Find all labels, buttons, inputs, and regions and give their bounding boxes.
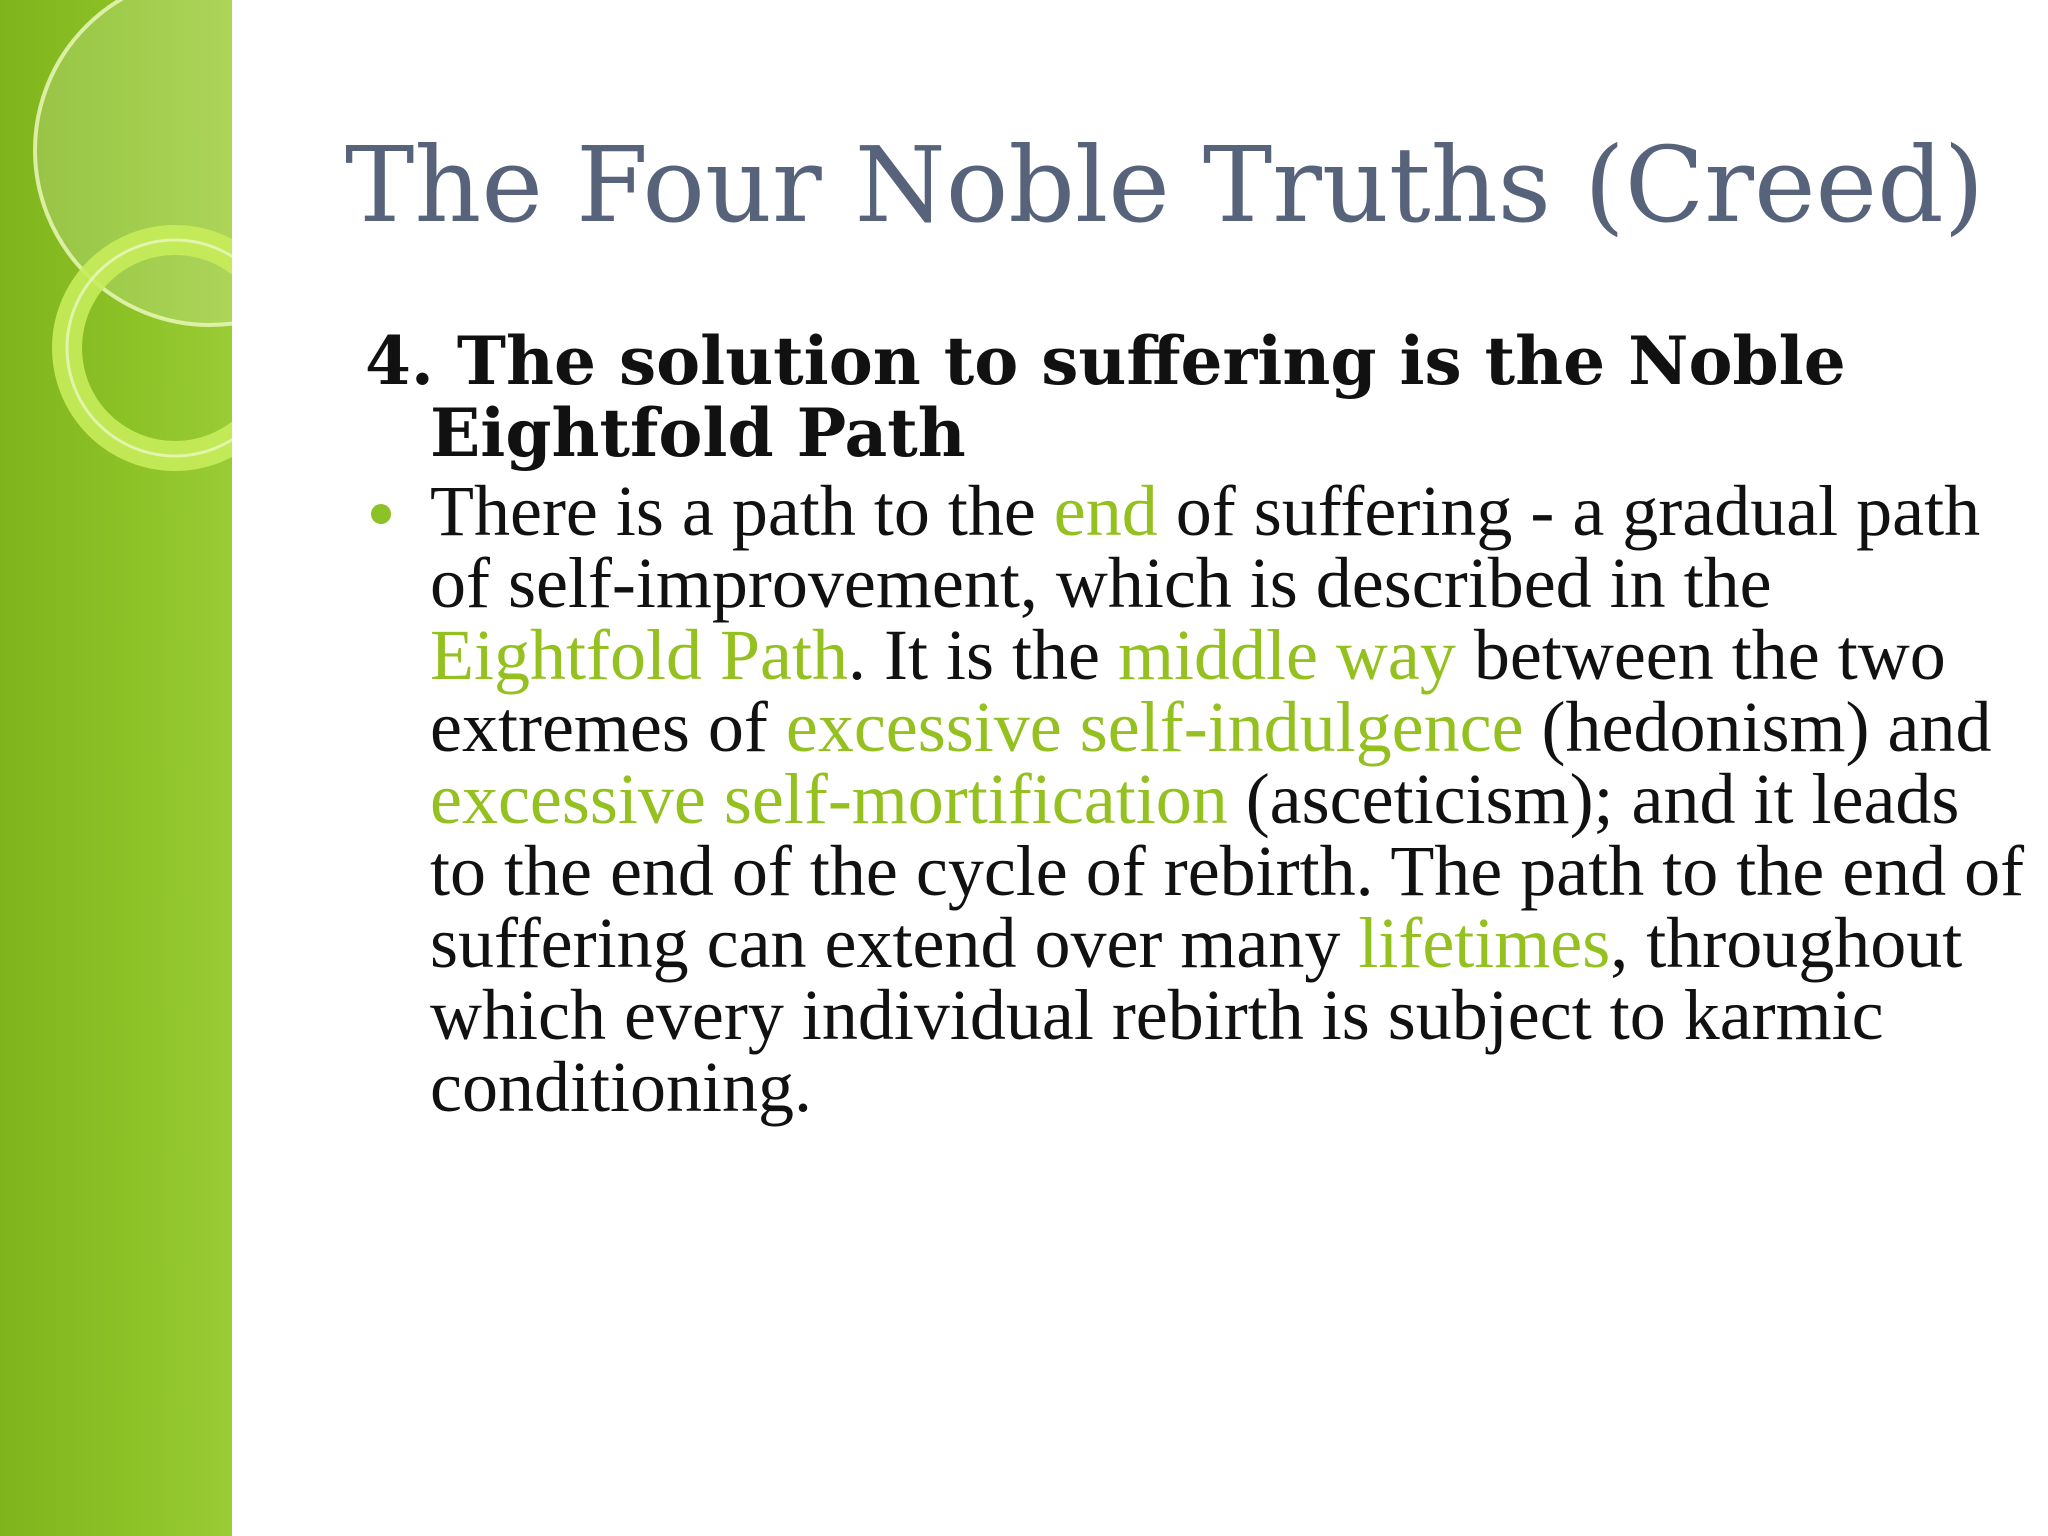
highlight-term: Eightfold Path: [430, 615, 848, 695]
point-heading: 4. The solution to suffering is the Noble Eightfold Path: [365, 322, 1846, 472]
para-segment: . It is the: [847, 615, 1118, 695]
highlight-term: middle way: [1117, 615, 1456, 695]
para-segment: There is a path to the: [430, 471, 1054, 551]
highlight-term: excessive self-indulgence: [785, 687, 1524, 767]
slide-content: [365, 322, 2025, 1127]
bullet-dot-icon: [371, 504, 391, 524]
para-segment: , throughout which every individual rebirth is subject to karmic conditioning.: [430, 903, 1963, 1127]
para-segment: of suffering - a gradual path of self-improvement, which is described in the: [430, 471, 1981, 623]
highlight-term: lifetimes: [1358, 903, 1611, 983]
highlight-term: excessive self-mortification: [430, 759, 1228, 839]
para-segment: between the two extremes of: [430, 615, 1946, 767]
green-sidebar: [0, 0, 232, 1536]
para-segment: (hedonism) and: [1523, 687, 1992, 767]
slide-title: The Four Noble Truths (Creed): [345, 124, 1985, 246]
highlight-term: end: [1053, 471, 1158, 551]
bullet-paragraph: [365, 471, 2025, 1127]
bullet-text: [430, 471, 2024, 1127]
decorative-rings: [0, 0, 232, 1536]
para-segment: (asceticism); and it leads to the end of the cycle of rebirth. The path to the end of suffering can extend over many: [430, 759, 2025, 983]
large-translucent-circle: [35, 0, 232, 325]
